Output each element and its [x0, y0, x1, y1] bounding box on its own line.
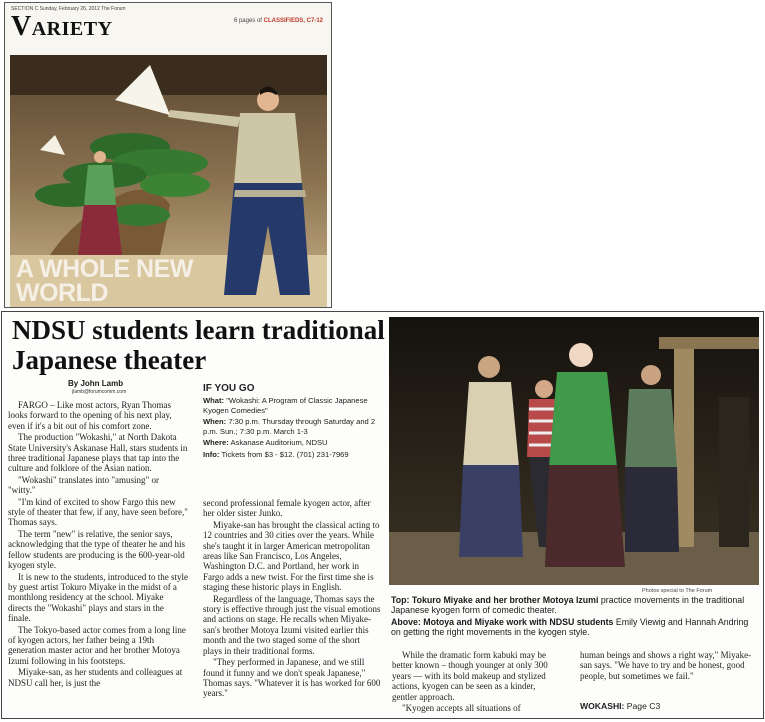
article-headline: NDSU students learn traditional Japanese theater	[12, 315, 385, 375]
paragraph: "Wokashi" translates into "amusing" or "witty."	[8, 474, 159, 496]
caption-top-bold: Tokuro Miyake and her brother	[411, 595, 541, 605]
event-info	[203, 450, 383, 460]
where-value: Askanase Auditorium, NDSU	[230, 438, 328, 448]
caption-top-name: Motoya Izumi	[542, 595, 599, 605]
what-value: "Wokashi: A Program of Classic Japanese Kyogen Comedies"	[203, 396, 368, 415]
if-you-go-box	[203, 383, 383, 462]
caption-above	[391, 617, 759, 638]
section-masthead: Variety	[11, 11, 113, 42]
caption-above-label: Above:	[391, 616, 421, 627]
continued-jump	[580, 701, 660, 711]
paragraph: human beings and shows a right way," Miyake-san says. "We have to try and be honest, good people, but sometimes we fail."	[580, 650, 752, 681]
paragraph: second professional female kyogen actor, after her older sister Junko.	[203, 498, 371, 519]
paragraph: FARGO – Like most actors, Ryan Thomas looks forward to the opening of his next play, even if it's a bit out of his comfort zone.	[8, 400, 172, 431]
info-value: Tickets from $3 - $12. (701) 231-7969	[221, 449, 349, 459]
article-column-4	[580, 650, 758, 700]
paragraph: Miyake-san, as her students and colleagues at NDSU call her, is just the	[8, 667, 183, 688]
paragraph: The Tokyo-based actor comes from a long line of kyogen actors, her father being a 19th generation master actor and her brother Motoya Izumi following in his footsteps.	[8, 624, 186, 666]
paragraph: "I'm kind of excited to show Fargo this new style of theater that few, if any, have seen before," Thomas says.	[8, 496, 188, 528]
event-when	[203, 417, 383, 436]
where-label: Where:	[203, 438, 229, 448]
article-column-1	[8, 400, 188, 716]
if-you-go-title: IF YOU GO	[203, 383, 255, 394]
paragraph: Miyake-san has brought the classical acting to 12 countries and 30 cities over the years. While she's taught it in larger American metropolitan areas like San Francisco, Los Angeles, Washington D.C. and Portland, her work in Fargo adds a new twist. For the first time she is staging these historic plays in English.	[203, 519, 380, 593]
kyogen-article	[1, 311, 764, 719]
caption-top-text: practice movements in the traditional Japanese kyogen form of comedic theater.	[391, 595, 745, 616]
article-column-2	[203, 498, 381, 718]
rehearsal-photo	[389, 317, 759, 585]
kyogen-dance-photo	[10, 55, 327, 307]
variety-section-clipping	[4, 2, 332, 308]
classifieds-link: CLASSIFIEDS, C7-12	[263, 18, 323, 24]
paragraph: The term "new" is relative, the senior says, acknowledging that the type of theater he and his fellow students are producing is the 600-year-old kyogen style.	[8, 528, 185, 571]
caption-above-bold: Motoya and Miyake work with NDSU students	[423, 616, 614, 627]
section-dateline: SECTION C Sunday, February 26, 2012 The Forum	[11, 6, 126, 12]
info-label: Info:	[203, 449, 220, 459]
caption-top	[391, 595, 759, 616]
jump-page: Page C3	[626, 701, 661, 711]
photo-credit: Photos special to The Forum	[642, 588, 713, 594]
classifieds-teaser	[234, 18, 323, 24]
jump-label: WOKASHI:	[580, 701, 625, 711]
photo-headline-overlay: A WHOLE NEW WORLD	[16, 255, 193, 307]
caption-top-label: Top:	[391, 595, 410, 605]
paragraph: Regardless of the language, Thomas says the story is effective through just the visual emotions and actions on stage. He recalls when Miyake-san's brother Motoya Izumi visited earlier this month and the two staged some of the short plays in their traditional forms.	[203, 593, 381, 656]
paragraph: The production "Wokashi," at North Dakota State University's Askanase Hall, stars students in three traditional Japanese plays that tap into the culture and folklore of the Asian nation.	[8, 432, 188, 474]
article-byline: By John Lamb	[68, 379, 124, 388]
article-column-3	[392, 650, 560, 716]
classifieds-prefix: 6 pages of	[233, 18, 262, 24]
photo-caption	[391, 595, 759, 639]
paragraph: While the dramatic form kabuki may be better known – though younger at only 300 years — with its bold makeup and stylized actions, kyogen can be seen as a kinder, gentler approach.	[392, 650, 548, 702]
paragraph: It is new to the students, introduced to the style by guest artist Tokuro Miyake in the midst of a monthlong residency at the school. Miyake directs the "Wokashi" plays and stars in the finale.	[8, 571, 188, 624]
paragraph: "Kyogen accepts all situations of	[402, 703, 521, 714]
event-where	[203, 438, 383, 448]
what-label: What:	[203, 396, 225, 405]
event-what	[203, 396, 383, 415]
paragraph: "They performed in Japanese, and we still found it funny and we don't speak Japanese," Thomas says. "Whatever it is has worked for 600 years."	[203, 657, 381, 699]
rehearsal-photo-illustration	[389, 317, 759, 585]
author-email: jlamb@forumcomm.com	[72, 389, 127, 395]
when-value: 7:30 p.m. Thursday through Saturday and 2 p.m. Sun.; 7:30 p.m. March 1-3	[203, 417, 376, 436]
when-label: When:	[203, 417, 227, 427]
caption-above-text: Emily Viewig and Hannah Andring on getting the right movements in the kyogen style.	[391, 616, 749, 638]
